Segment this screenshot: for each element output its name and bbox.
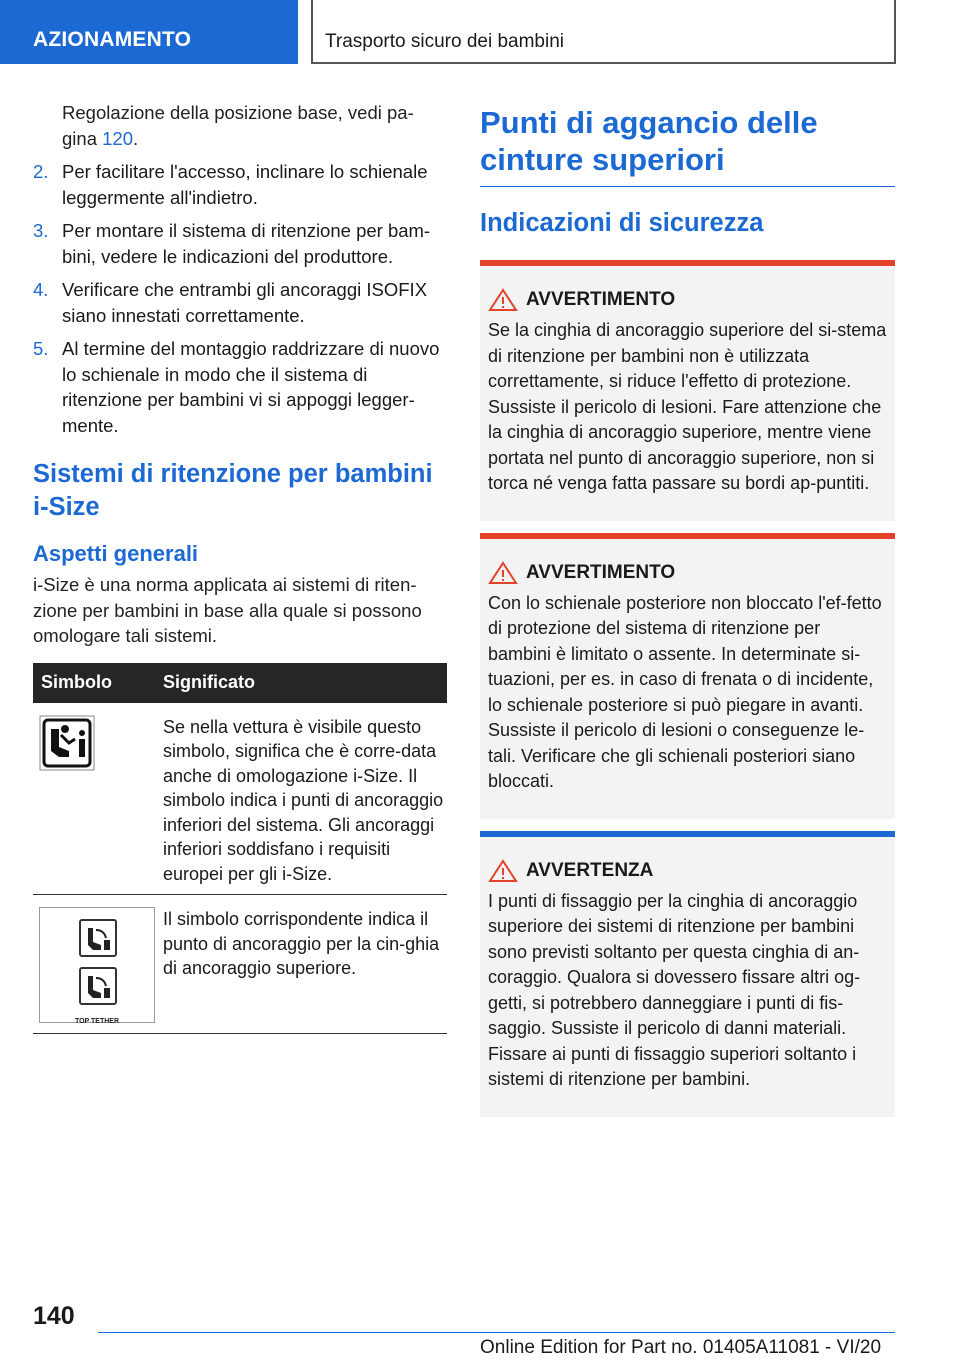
left-column xyxy=(33,100,447,1034)
notice-text: I punti di fissaggio per la cinghia di ancoraggio superiore dei sistemi di ritenzione per bambini sono previsti soltanto per questa cinghia di an-coraggio. Qualora si dovessero fissare altri og-getti, si potrebbero danneggiare i punti di fis-saggio. Sussiste il pericolo di danni materiali. Fissare ai punti di fissaggio superiori soltanto i sistemi di ritenzione per bambini. xyxy=(488,890,861,1089)
top-tether-icon xyxy=(40,908,154,1022)
warning-triangle-icon xyxy=(488,288,518,312)
step-item: 5. Al termine del montaggio raddrizzare di nuovo lo schienale in modo che il sistema di ritenzione per bambini vi si appoggi legger-mente. xyxy=(33,338,440,436)
section-tab: AZIONAMENTO xyxy=(0,0,298,64)
right-column xyxy=(480,104,895,1129)
table-header-symbol: Simbolo xyxy=(33,663,163,703)
heading-top-tether: Punti di aggancio delle cinture superiori xyxy=(480,105,818,177)
symbol-table xyxy=(33,663,447,1035)
table-row xyxy=(33,703,447,895)
table-header-meaning: Significato xyxy=(163,663,447,703)
top-tether-symbol xyxy=(39,907,155,1023)
warning-title: AVVERTIMENTO xyxy=(526,289,676,310)
warning-text: Con lo schienale posteriore non bloccato l'ef-fetto di protezione del sistema di ritenzione per bambini è limitato o assente. In determinate si-tuazioni, per es. in caso di frenata o di incidente, lo schienale posteriore si può piegare in avanti. Sussiste il pericolo di lesioni o conseguenze le-tali. Verificare che gli schienali posteriori siano bloccati. xyxy=(488,592,882,791)
meaning-cell: Se nella vettura è visibile questo simbolo, significa che è corre-data anche di omologazione i-Size. Il simbolo indica i punti di ancoraggio inferiori del sistema. Gli ancoraggi inferiori soddisfano i requisiti europei per gli i-Size. xyxy=(163,703,447,895)
step-1-continuation: Regolazione della posizione base, vedi pa-gina 120. xyxy=(62,102,414,149)
isofix-isize-icon xyxy=(39,715,95,771)
notice-box xyxy=(480,831,895,1117)
warning-triangle-icon xyxy=(488,561,518,585)
page-title: Trasporto sicuro dei bambini xyxy=(325,31,565,52)
meaning-cell: Il simbolo corrispondente indica il punto di ancoraggio per la cin-ghia di ancoraggio superiore. xyxy=(163,895,447,1034)
warning-title: AVVERTIMENTO xyxy=(526,561,676,583)
warning-box xyxy=(480,533,895,819)
footer-edition: Online Edition for Part no. 01405A11081 - VI/20 xyxy=(480,1337,882,1358)
top-tether-label: TOP TETHER xyxy=(74,1018,120,1025)
heading-rule xyxy=(480,186,895,187)
intro-paragraph: i-Size è una norma applicata ai sistemi di riten-zione per bambini in base alla quale si possono omologare tali sistemi. xyxy=(33,574,422,646)
footer-rule xyxy=(98,1332,895,1333)
notice-title: AVVERTENZA xyxy=(526,859,654,881)
warning-text: Se la cinghia di ancoraggio superiore del si-stema di ritenzione per bambini non è utilizzata correttamente, si riduce l'effetto di protezione. Sussiste il pericolo di lesioni. Fare attenzione che la cinghia di ancoraggio superiore, mentre viene portata nel punto di ancoraggio superiore, non si torca né venga fatta passare su bordi ap-puntiti. xyxy=(488,320,887,493)
table-row xyxy=(33,895,447,1034)
warning-triangle-icon xyxy=(488,859,518,883)
step-item: 2. Per facilitare l'accesso, inclinare lo schienale leggermente all'indietro. xyxy=(33,161,428,208)
page-link-120[interactable]: 120 xyxy=(102,127,133,149)
heading-isize: Sistemi di ritenzione per bambini i-Size xyxy=(33,460,433,521)
step-item: 4. Verificare che entrambi gli ancoraggi ISOFIX siano innestati correttamente. xyxy=(33,279,428,326)
subheading-general: Aspetti generali xyxy=(33,541,199,566)
page-number: 140 xyxy=(33,1302,75,1330)
step-item: 3. Per montare il sistema di ritenzione per bam-bini, vedere le indicazioni del produttore. xyxy=(33,220,431,267)
warning-box xyxy=(480,260,895,521)
subheading-safety: Indicazioni di sicurezza xyxy=(480,209,764,237)
